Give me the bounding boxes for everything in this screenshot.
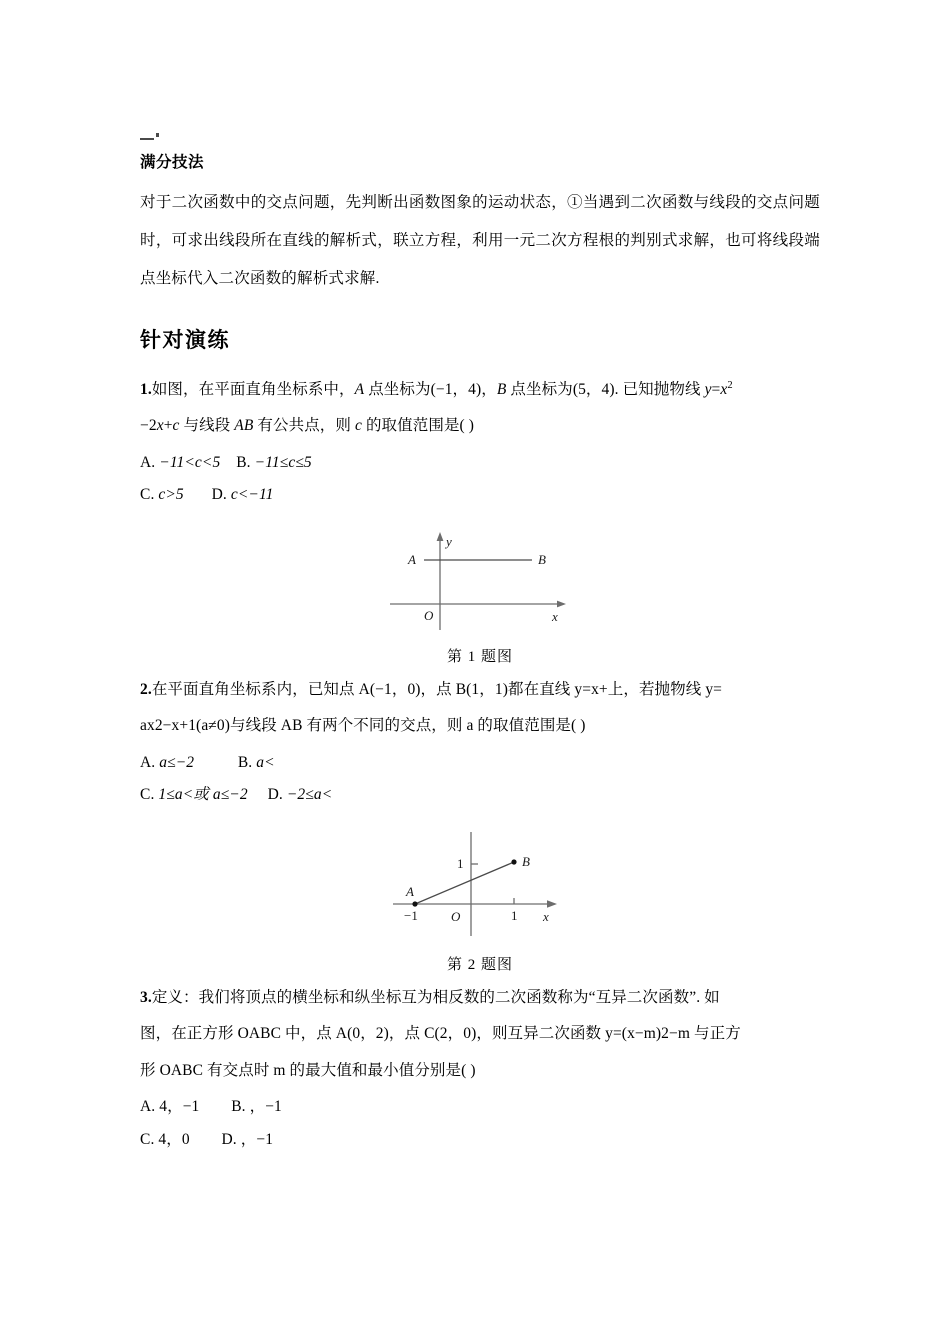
question-2-options	[140, 747, 820, 812]
figure-1-svg	[380, 526, 580, 638]
question-3-option-D-label[interactable]: D.	[221, 1130, 237, 1148]
question-3-stem-line2: 图，在正方形 OABC 中，点 A(0，2)，点 C(2，0)，则互异二次函数 y=(x−m)2−m 与正方	[140, 1025, 741, 1043]
question-1-option-B-label[interactable]: B.	[236, 453, 251, 471]
section-heading: 针对演练	[140, 328, 230, 352]
question-1-option-D-label[interactable]: D.	[211, 486, 227, 504]
artifact-dot	[156, 133, 159, 137]
question-2-option-row-2	[140, 779, 820, 812]
question-1-stem	[140, 372, 820, 408]
question-1-l2-tail: 的取值范围是( )	[361, 417, 475, 435]
question-1-text-b: 点坐标为(−1，4)，	[364, 380, 497, 398]
artifact-dash	[140, 138, 154, 140]
tip-body-text: 对于二次函数中的交点问题，先判断出函数图象的运动状态，①当遇到二次函数与线段的交点问题时，可求出线段所在直线的解析式，联立方程，利用一元二次方程根的判别式求解，也可将线段端点坐标代入二次函数的解析式求解.	[140, 194, 820, 287]
question-1-text-a: 如图，在平面直角坐标系中，	[151, 380, 355, 398]
question-2-text-1: 在平面直角坐标系内，已知点 A(−1，0)，点 B(1，1)都在直线 y=x+上，若抛物线 y=	[151, 680, 723, 698]
question-2-option-A-text[interactable]: a≤−2	[155, 753, 195, 771]
question-1-stem-line2	[140, 408, 820, 444]
figure-1-y-arrow	[437, 532, 444, 541]
question-2-option-A-label[interactable]: A.	[140, 753, 156, 771]
opt-gap-3	[194, 754, 238, 771]
question-2-option-B-label[interactable]: B.	[237, 753, 253, 771]
question-1-option-A-text[interactable]: −11<c<5	[155, 453, 221, 471]
figure-1-label-x: x	[552, 608, 558, 624]
opt-gap-1	[220, 454, 236, 471]
question-2-stem-line2: ax2−x+1(a≠0)与线段 AB 有两个不同的交点，则 a 的取值范围是( )	[140, 717, 586, 735]
question-2-option-C-label[interactable]: C.	[140, 786, 155, 804]
question-1-l2-pre: −2	[140, 417, 157, 435]
question-3-option-A-label[interactable]: A.	[140, 1098, 156, 1116]
question-1-l2-c2: c	[354, 417, 362, 435]
figure-1-x-arrow	[557, 600, 566, 607]
question-1	[140, 372, 820, 445]
question-1-eq-x: x	[720, 380, 728, 398]
figure-2-point-B-dot	[511, 859, 516, 864]
question-2-number: 2.	[140, 680, 152, 698]
figure-1-label-B: B	[538, 551, 546, 567]
question-1-l2-x: x	[156, 417, 164, 435]
question-3-options	[140, 1091, 820, 1156]
figure-1	[140, 526, 820, 666]
question-1-eq-equals: =	[711, 380, 721, 398]
question-1-option-D-text[interactable]: c<−11	[226, 486, 274, 504]
question-3-option-C-label[interactable]: C.	[140, 1130, 155, 1148]
figure-2	[140, 826, 820, 974]
question-1-var-A: A	[354, 380, 365, 398]
figure-2-label-B: B	[522, 853, 530, 869]
question-1-option-row-1	[140, 447, 820, 480]
question-1-l2-plus: +	[163, 417, 173, 435]
figure-1-caption: 第 1 题图	[446, 648, 513, 665]
opt-gap-4	[248, 786, 268, 803]
question-3-option-row-2	[140, 1124, 820, 1157]
question-3-option-A-text[interactable]: 4，−1	[155, 1098, 200, 1116]
question-1-text-c: 点坐标为(5，4). 已知抛物线	[506, 380, 705, 398]
figure-2-label-O: O	[451, 908, 461, 924]
question-2-stem-line1	[140, 672, 820, 708]
figure-2-label-x: x	[543, 908, 549, 924]
question-1-eq-exponent: 2	[727, 379, 733, 391]
figure-2-caption: 第 2 题图	[446, 956, 513, 973]
question-3-option-B-label[interactable]: B.	[231, 1098, 246, 1116]
question-1-option-B-text[interactable]: −11≤c≤5	[250, 453, 312, 471]
opt-gap-6	[190, 1131, 222, 1148]
figure-2-tick-label-1: 1	[511, 907, 518, 923]
question-1-option-A-label[interactable]: A.	[140, 453, 156, 471]
question-1-options	[140, 447, 820, 512]
question-1-var-B: B	[496, 380, 507, 398]
question-3-number: 3.	[140, 988, 152, 1006]
question-3-option-B-text[interactable]: ，−1	[245, 1098, 282, 1116]
question-3	[140, 980, 820, 1089]
figure-1-label-A: A	[408, 551, 416, 567]
question-3-text-1: 定义：我们将顶点的横坐标和纵坐标互为相反数的二次函数称为“互异二次函数”. 如	[151, 988, 720, 1006]
figure-1-label-O: O	[424, 607, 434, 623]
question-2-option-C-text[interactable]: 1≤a<或 a≤−2	[154, 786, 248, 804]
question-3-option-C-text[interactable]: 4，0	[154, 1130, 190, 1148]
figure-2-tick-label-neg1: −1	[404, 907, 418, 923]
figure-2-segment-AB	[415, 862, 514, 904]
question-1-option-row-2	[140, 479, 820, 512]
question-1-option-C-text[interactable]: c>5	[154, 486, 184, 504]
question-1-l2-mid2: 有公共点，则	[253, 417, 355, 435]
figure-2-tick-label-y1: 1	[457, 855, 464, 871]
tip-heading: 满分技法	[140, 154, 205, 171]
question-1-l2-c: c	[172, 417, 180, 435]
figure-2-label-A: A	[406, 883, 414, 899]
page-top-artifact	[140, 128, 180, 144]
question-2-option-D-text[interactable]: −2≤a<	[282, 786, 333, 804]
question-1-l2-AB: AB	[234, 417, 254, 435]
question-1-eq-y: y	[704, 380, 712, 398]
page-content	[140, 128, 820, 1156]
question-2-option-D-label[interactable]: D.	[267, 786, 283, 804]
question-2	[140, 672, 820, 745]
figure-2-svg	[375, 826, 585, 946]
opt-gap-2	[184, 486, 212, 503]
question-3-option-row-1	[140, 1091, 820, 1124]
question-2-option-B-text[interactable]: a<	[252, 753, 275, 771]
question-1-option-C-label[interactable]: C.	[140, 486, 155, 504]
opt-gap-5	[199, 1098, 231, 1115]
figure-2-point-A-dot	[412, 901, 417, 906]
figure-1-label-y: y	[446, 533, 452, 549]
question-1-l2-mid: 与线段	[179, 417, 235, 435]
question-3-stem-line3: 形 OABC 有交点时 m 的最大值和最小值分别是( )	[140, 1061, 476, 1079]
question-2-option-row-1	[140, 747, 820, 780]
figure-2-x-arrow	[547, 900, 557, 908]
question-3-stem-line1	[140, 980, 820, 1016]
question-3-option-D-text[interactable]: ，−1	[236, 1130, 274, 1148]
question-1-number: 1.	[140, 380, 152, 398]
